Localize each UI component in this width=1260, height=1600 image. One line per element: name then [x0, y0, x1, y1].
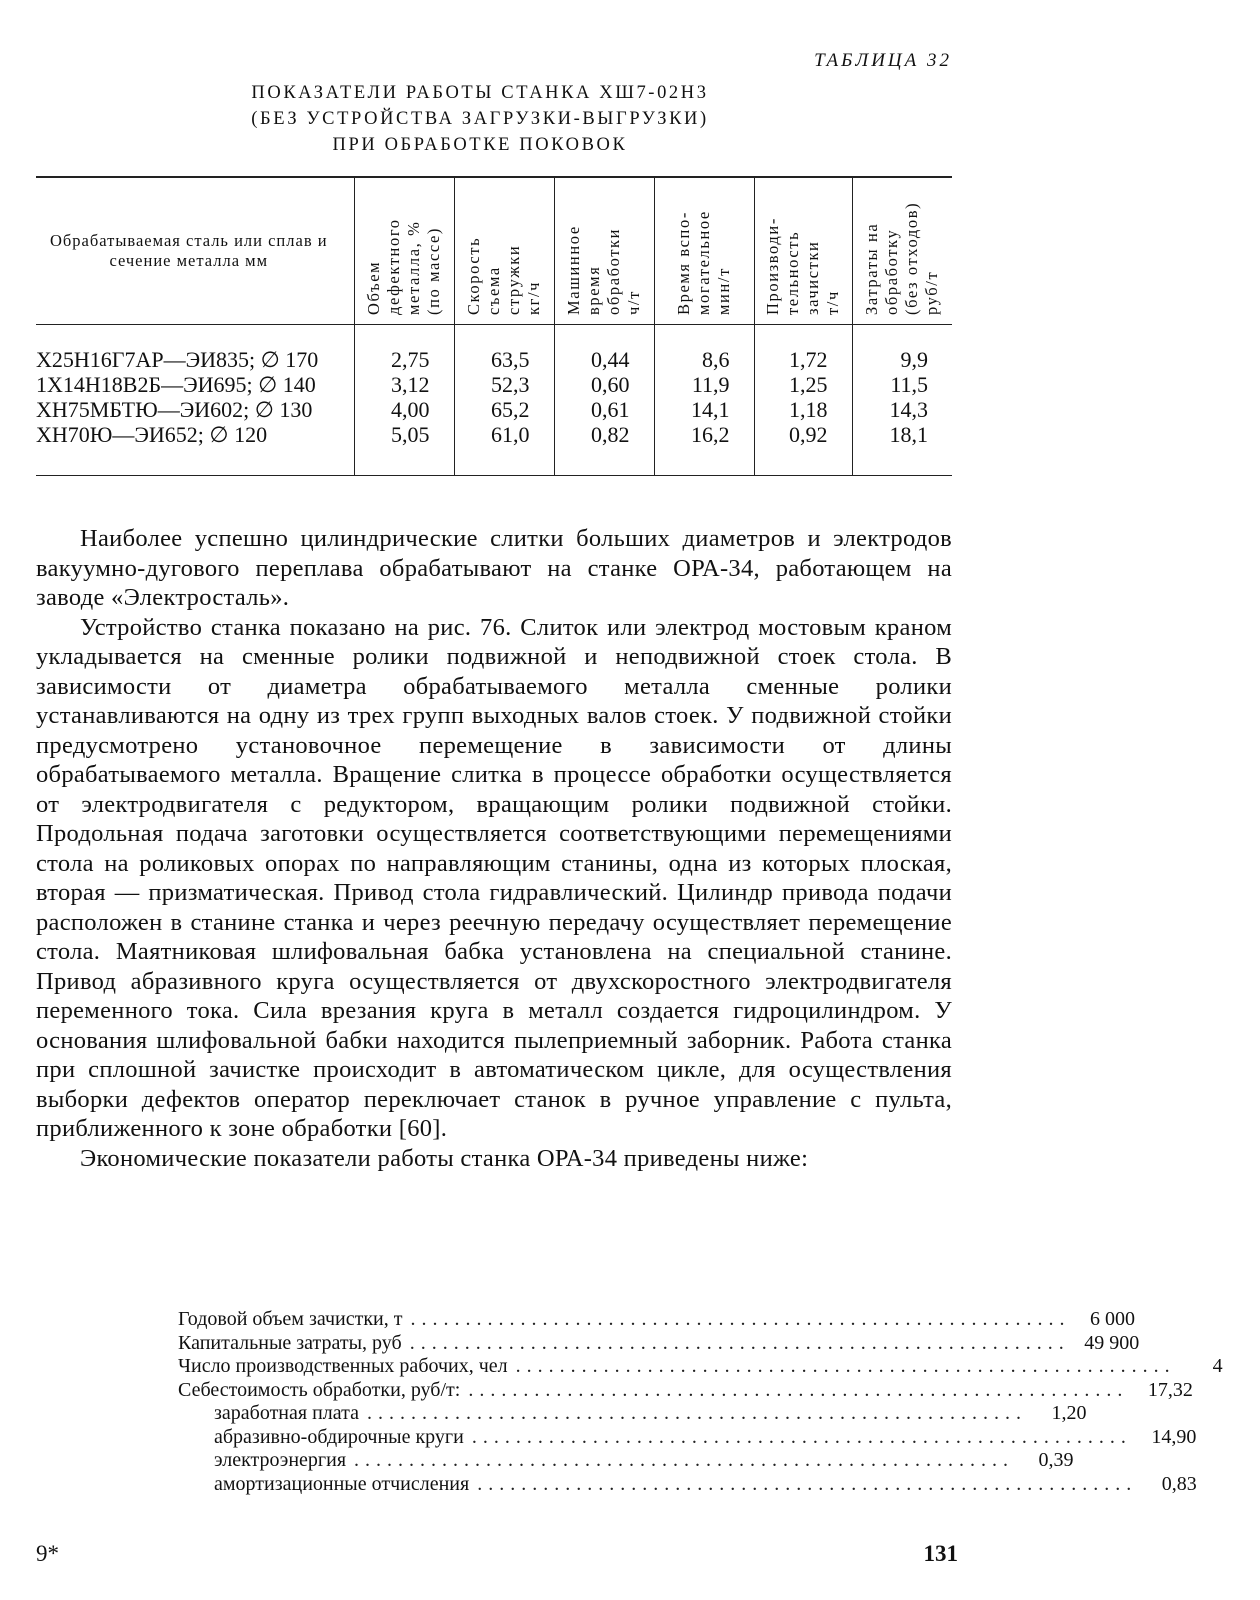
table-cell: 0,82	[554, 422, 654, 476]
table-title	[150, 80, 810, 158]
table-title-line: (БЕЗ УСТРОЙСТВА ЗАГРУЗКИ-ВЫГРУЗКИ)	[251, 109, 709, 129]
table-row	[36, 372, 952, 397]
indicator-row	[178, 1378, 1193, 1403]
leader-dots: ............................................................	[367, 1402, 1027, 1424]
table-cell-material: ХН75МБТЮ—ЭИ602; ∅ 130	[36, 397, 313, 422]
column-header-label: Время вспо- могательное мин/т	[674, 210, 733, 315]
indicator-value: 0,83	[1161, 1472, 1197, 1495]
column-header-label: Затраты на обработку (без отходов) руб/т	[862, 201, 942, 315]
table-cell: 63,5	[454, 325, 554, 373]
table-cell: 1,25	[754, 372, 852, 397]
leader-dots: ............................................................	[471, 1425, 1132, 1448]
indicator-label: Себестоимость обработки, руб/т:	[178, 1378, 461, 1401]
indicator-row	[178, 1355, 1223, 1379]
table-cell: 14,3	[852, 397, 952, 422]
indicator-row	[178, 1425, 1197, 1450]
indicator-row	[178, 1308, 1135, 1332]
machine-performance-table	[36, 176, 952, 476]
table-cell: 1,72	[754, 325, 852, 373]
table-cell: 11,5	[852, 372, 952, 397]
table-label: ТАБЛИЦА 32	[814, 50, 952, 71]
indicator-label: Капитальные затраты, руб	[178, 1331, 402, 1354]
table-cell: 0,61	[554, 397, 654, 422]
table-cell: 0,44	[554, 325, 654, 373]
indicator-row	[178, 1331, 1140, 1356]
table-cell: 14,1	[654, 397, 754, 422]
leader-dots: ............................................................	[410, 1308, 1071, 1330]
leader-dots: ............................................................	[409, 1331, 1070, 1354]
column-header-material: Обрабатываемая сталь или сплав и сечение металла мм	[36, 177, 354, 325]
table-cell: 3,12	[354, 372, 454, 397]
table-cell: 8,6	[654, 325, 754, 373]
table-cell-material: 1Х14Н18В2Б—ЭИ695; ∅ 140	[36, 372, 316, 397]
indicator-value: 6 000	[1089, 1308, 1135, 1330]
table-title-line: ПРИ ОБРАБОТКЕ ПОКОВОК	[332, 135, 628, 155]
table-cell: 1,18	[754, 397, 852, 422]
indicator-value: 0,39	[1038, 1449, 1074, 1471]
indicator-label: абразивно-обдирочные круги	[214, 1425, 464, 1448]
column-header-cost	[852, 177, 952, 325]
indicator-value: 49 900	[1084, 1331, 1140, 1354]
leader-dots: ............................................................	[468, 1378, 1129, 1401]
indicator-value: 4	[1212, 1355, 1223, 1377]
table-cell: 9,9	[852, 325, 952, 373]
column-header-label: Скорость съема стружки кг/ч	[464, 236, 543, 315]
table-row	[36, 422, 952, 476]
indicator-label: Годовой объем зачистки, т	[178, 1308, 403, 1330]
table-cell: 0,92	[754, 422, 852, 476]
economic-indicators-list	[178, 1308, 1223, 1496]
table-cell: 65,2	[454, 397, 554, 422]
leader-dots: ............................................................	[354, 1449, 1015, 1471]
table-cell-material: ХН70Ю—ЭИ652; ∅ 120	[36, 422, 354, 476]
table-title-line: ПОКАЗАТЕЛИ РАБОТЫ СТАНКА ХШ7-02Н3	[251, 83, 709, 103]
page-number: 131	[923, 1541, 958, 1566]
table-cell: 16,2	[654, 422, 754, 476]
indicator-label: заработная плата	[214, 1402, 359, 1424]
column-header-label: Машинное время обработки ч/т	[564, 225, 643, 315]
indicator-row	[178, 1472, 1197, 1497]
table-cell: 11,9	[654, 372, 754, 397]
column-header-auxiliary-time	[654, 177, 754, 325]
leader-dots: ............................................................	[477, 1472, 1138, 1495]
table-cell: 0,60	[554, 372, 654, 397]
indicator-value: 1,20	[1051, 1402, 1087, 1424]
table-cell: 5,05	[354, 422, 454, 476]
indicator-value: 14,90	[1151, 1425, 1197, 1448]
table-header-row	[36, 177, 952, 325]
column-header-machine-time	[554, 177, 654, 325]
table-cell: 2,75	[354, 325, 454, 373]
indicator-label: Число производственных рабочих, чел	[178, 1355, 508, 1377]
table-cell: 52,3	[454, 372, 554, 397]
body-text	[36, 524, 952, 1173]
signature-mark: 9*	[36, 1541, 59, 1566]
column-header-label: Объем дефектного металла, % (по массе)	[364, 218, 443, 315]
table-row	[36, 397, 952, 422]
table-cell: 18,1	[852, 422, 952, 476]
paragraph: Наиболее успешно цилиндрические слитки больших диаметров и электродов вакуумно-дугового переплава обрабатывают на станке ОРА-34, работающем на заводе «Электросталь».	[36, 525, 952, 611]
column-header-removal-rate	[454, 177, 554, 325]
indicator-label: амортизационные отчисления	[214, 1472, 470, 1495]
column-header-productivity	[754, 177, 852, 325]
indicator-row	[178, 1402, 1087, 1426]
indicator-label: электроэнергия	[214, 1449, 347, 1471]
indicator-value: 17,32	[1147, 1378, 1193, 1401]
indicator-row	[178, 1449, 1074, 1473]
table-row	[36, 325, 952, 373]
column-header-defect-volume	[354, 177, 454, 325]
column-header-label: Производи- тельность зачистки т/ч	[763, 217, 842, 315]
paragraph: Устройство станка показано на рис. 76. Слиток или электрод мостовым краном укладывается на сменные ролики подвижной и неподвижной стоек стола. В зависимости от диаметра обрабатываемого металла сменные ролики устанавливаются на одну из трех групп выходных валов стоек. У подвижной стойки предусмотрено установочное перемещение в зависимости от длины обрабатываемого металла. Вращение слитка в процессе обработки осуществляется от электродвигателя с редуктором, вращающим ролики подвижной стойки. Продольная подача заготовки осуществляется соответствующими перемещениями стола на роликовых опорах по направляющим станины, одна из которых плоская, вторая — призматическая. Привод стола гидравлический. Цилиндр привода подачи расположен в станине станка и через реечную передачу осуществляет перемещение стола. Маятниковая шлифовальная бабка установлена на специальной станине. Привод абразивного круга осуществляется от двухскоростного электродвигателя переменного тока. Сила врезания круга в металл создается гидроцилиндром. У основания шлифовальной бабки находится пылеприемный заборник. Работа станка при сплошной зачистке происходит в автоматическом цикле, для осуществления выборки дефектов оператор переключает станок в ручное управление с пульта, приближенного к зоне обработки [60].	[36, 613, 952, 1142]
table-cell-material: Х25Н16Г7АР—ЭИ835; ∅ 170	[36, 347, 319, 372]
table-cell: 4,00	[354, 397, 454, 422]
paragraph: Экономические показатели работы станка ОРА-34 приведены ниже:	[80, 1144, 809, 1172]
leader-dots: ............................................................	[515, 1355, 1176, 1377]
table-cell: 61,0	[454, 422, 554, 476]
